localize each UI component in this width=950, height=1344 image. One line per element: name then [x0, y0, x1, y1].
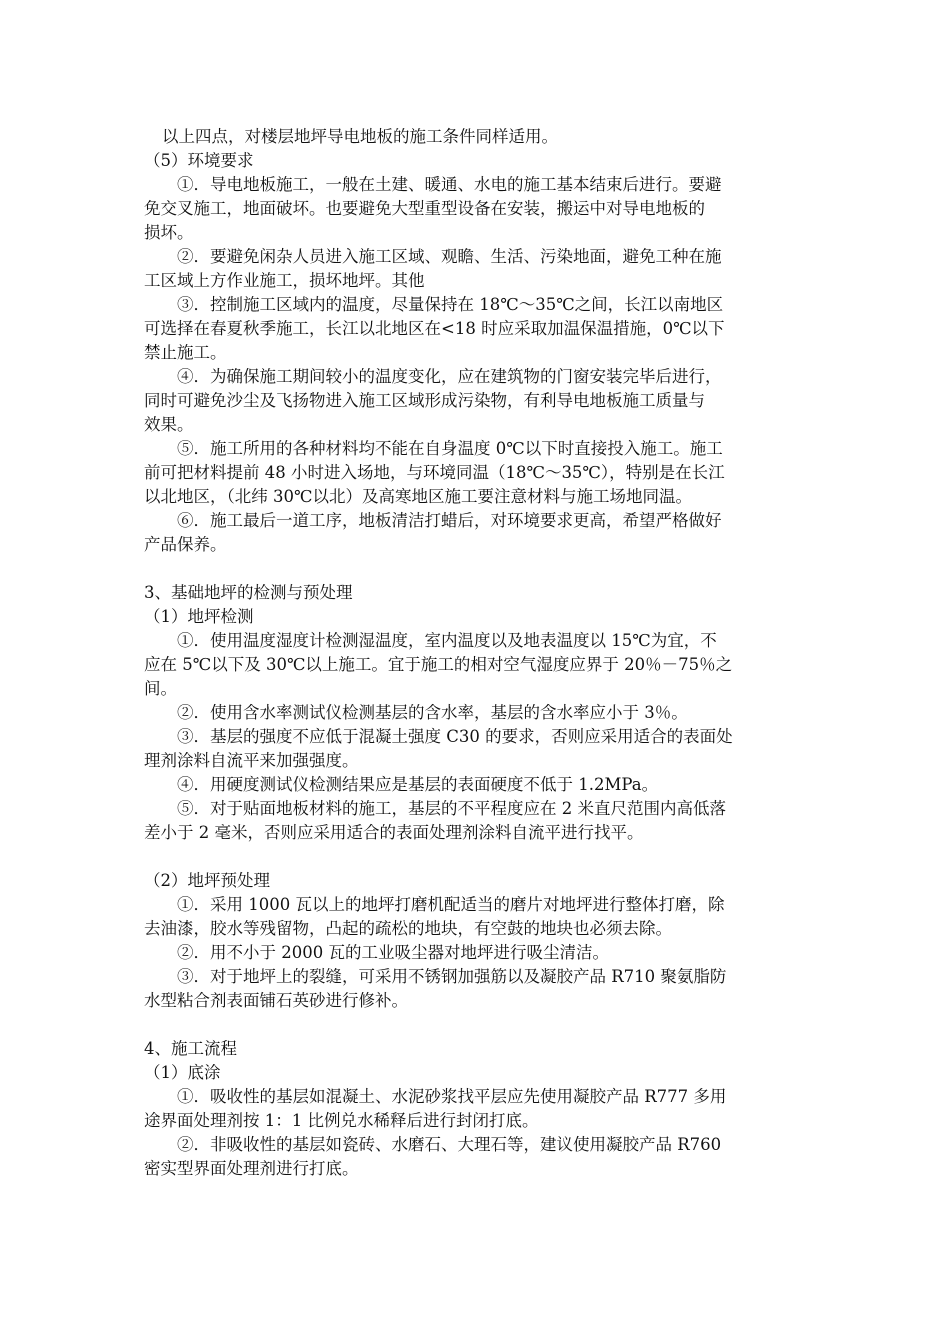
text-line: 以上四点，对楼层地坪导电地板的施工条件同样适用。 [162, 127, 558, 146]
text-line: ④．用硬度测试仪检测结果应是基层的表面硬度不低于 1.2MPa。 [177, 775, 659, 794]
text-line: 禁止施工。 [144, 343, 227, 362]
subsection-heading: （1）底涂 [144, 1063, 221, 1082]
text-line: ⑤．施工所用的各种材料均不能在自身温度 0℃以下时直接投入施工。施工 [177, 439, 723, 458]
text-line: ①．导电地板施工，一般在土建、暖通、水电的施工基本结束后进行。要避 [177, 175, 722, 194]
text-line: ③．对于地坪上的裂缝，可采用不锈钢加强筋以及凝胶产品 R710 聚氨脂防 [177, 967, 727, 986]
document-body [144, 125, 809, 1181]
text-line: 免交叉施工，地面破坏。也要避免大型重型设备在安装，搬运中对导电地板的 [144, 199, 705, 218]
text-line: ①．使用温度湿度计检测湿温度，室内温度以及地表温度以 15℃为宜，不 [177, 631, 717, 650]
text-line: ③．控制施工区域内的温度，尽量保持在 18℃～35℃之间，长江以南地区 [177, 295, 724, 314]
text-line: 以北地区，（北纬 30℃以北）及高寒地区施工要注意材料与施工场地同温。 [144, 487, 692, 506]
section-heading: 3、基础地坪的检测与预处理 [144, 583, 353, 602]
text-line: ⑥．施工最后一道工序，地板清洁打蜡后，对环境要求更高，希望严格做好 [177, 511, 722, 530]
text-line: 应在 5℃以下及 30℃以上施工。宜于施工的相对空气湿度应界于 20％－75％之 [144, 655, 733, 674]
text-line: 同时可避免沙尘及飞扬物进入施工区域形成污染物，有利导电地板施工质量与 [144, 391, 705, 410]
subsection-heading: （1）地坪检测 [144, 607, 254, 626]
text-line: 产品保养。 [144, 535, 227, 554]
text-line: 前可把材料提前 48 小时进入场地，与环境同温（18℃～35℃），特别是在长江 [144, 463, 725, 482]
subsection-heading: （2）地坪预处理 [144, 871, 270, 890]
text-line: 密实型界面处理剂进行打底。 [144, 1159, 359, 1178]
text-line: 水型粘合剂表面铺石英砂进行修补。 [144, 991, 408, 1010]
text-line: 损坏。 [144, 223, 194, 242]
text-line: 差小于 2 毫米，否则应采用适合的表面处理剂涂料自流平进行找平。 [144, 823, 644, 842]
section-heading: 4、施工流程 [144, 1039, 237, 1058]
text-line: ④．为确保施工期间较小的温度变化，应在建筑物的门窗安装完毕后进行， [177, 367, 722, 386]
text-line: 理剂涂料自流平来加强强度。 [144, 751, 359, 770]
text-line: ③．基层的强度不应低于混凝土强度 C30 的要求，否则应采用适合的表面处 [177, 727, 733, 746]
text-line: ①．吸收性的基层如混凝土、水泥砂浆找平层应先使用凝胶产品 R777 多用 [177, 1087, 727, 1106]
blank-line [144, 557, 809, 581]
blank-line [144, 845, 809, 869]
text-line: 效果。 [144, 415, 194, 434]
text-line: ②．要避免闲杂人员进入施工区域、观瞻、生活、污染地面，避免工种在施 [177, 247, 722, 266]
text-line: 工区域上方作业施工，损坏地坪。其他 [144, 271, 425, 290]
text-line: 去油漆，胶水等残留物，凸起的疏松的地块，有空鼓的地块也必须去除。 [144, 919, 672, 938]
blank-line [144, 1013, 809, 1037]
text-line: ②．非吸收性的基层如瓷砖、水磨石、大理石等，建议使用凝胶产品 R760 [177, 1135, 722, 1154]
text-line: ⑤．对于贴面地板材料的施工，基层的不平程度应在 2 米直尺范围内高低落 [177, 799, 726, 818]
subsection-heading: （5）环境要求 [144, 151, 254, 170]
text-line: 途界面处理剂按 1：1 比例兑水稀释后进行封闭打底。 [144, 1111, 539, 1130]
text-line: ②．使用含水率测试仪检测基层的含水率，基层的含水率应小于 3％。 [177, 703, 688, 722]
text-line: ①．采用 1000 瓦以上的地坪打磨机配适当的磨片对地坪进行整体打磨，除 [177, 895, 725, 914]
text-line: 间。 [144, 679, 177, 698]
text-line: ②．用不小于 2000 瓦的工业吸尘器对地坪进行吸尘清洁。 [177, 943, 609, 962]
text-line: 可选择在春夏秋季施工，长江以北地区在<18 时应采取加温保温措施，0℃以下 [144, 319, 725, 338]
